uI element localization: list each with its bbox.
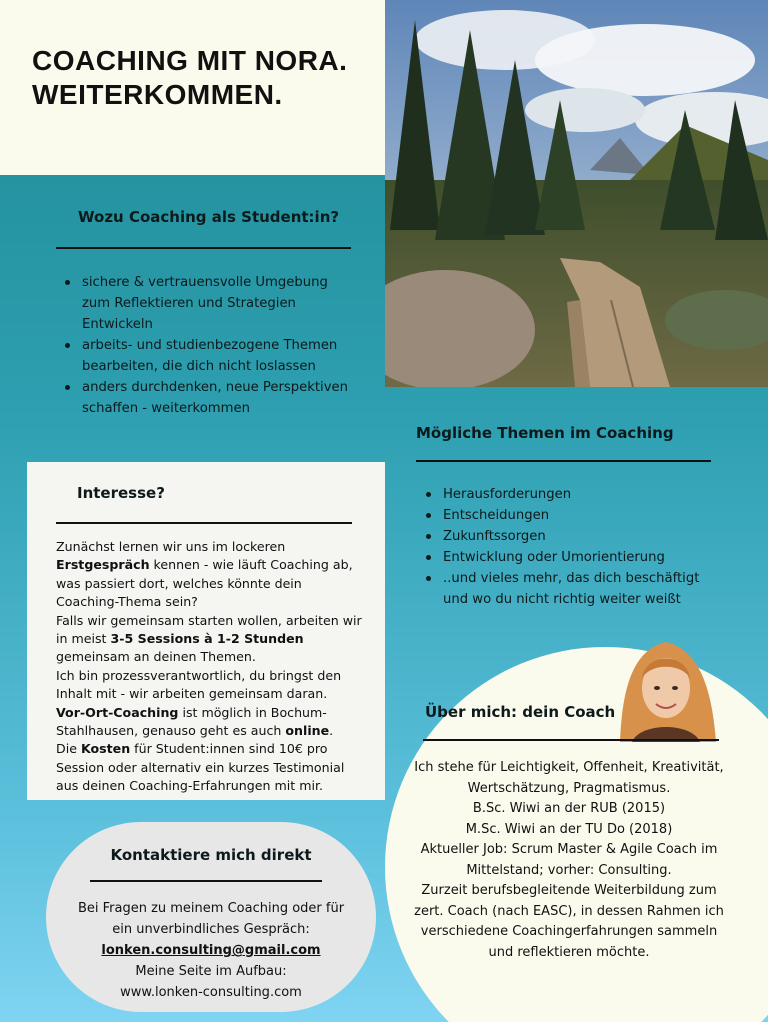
list-item: ..und vieles mehr, das dich beschäftigt und wo du nicht richtig weiter weißt	[417, 568, 717, 610]
contact-text: Bei Fragen zu meinem Coaching oder für ein unverbindliches Gespräch: lonken.consulting@gmail.com Meine Seite im Aufbau: www.lonken-consulting.com	[46, 898, 376, 1003]
title-box	[0, 0, 385, 175]
page-title	[32, 44, 372, 112]
interest-box	[27, 462, 385, 800]
list-item: Herausforderungen	[417, 484, 717, 505]
avatar	[612, 630, 720, 742]
email-link[interactable]: lonken.consulting@gmail.com	[101, 943, 321, 958]
about-text: Ich stehe für Leichtigkeit, Offenheit, Kreativität, Wertschätzung, Pragmatismus. B.Sc. Wiwi an der RUB (2015) M.Sc. Wiwi an der TU Do (2018) Aktueller Job: Scrum Master & Agile Coach im Mittelstand; vorher: Consulting. Zurzeit berufsbegleitende Weiterbildung zum zert. Coach (nach EASC), in dessen Rahmen ich verschiedene Coachingerfahrungen sammeln und reflektieren möchte.	[414, 760, 724, 960]
topics-heading: Mögliche Themen im Coaching	[416, 424, 674, 442]
interest-heading: Interesse?	[77, 484, 165, 502]
list-item: arbeits- und studienbezogene Themen bearbeiten, die dich nicht loslassen	[56, 335, 356, 377]
topics-divider	[416, 460, 711, 462]
topics-list	[417, 484, 717, 610]
about-heading: Über mich: dein Coach	[425, 703, 616, 721]
contact-box	[46, 822, 376, 1012]
list-item: sichere & vertrauensvolle Umgebung zum Reflektieren und Strategien Entwickeln	[56, 272, 356, 335]
interest-text: Zunächst lernen wir uns im lockeren Erstgespräch kennen - wie läuft Coaching ab, was passiert dort, welches könnte dein Coaching-Thema sein? Falls wir gemeinsam starten wollen, arbeiten wir in meist 3-5 Sessions à 1-2 Stunden gemeinsam an deinen Themen. Ich bin prozessverantwortlich, du bringst den Inhalt mit - wir arbeiten gemeinsam daran. Vor-Ort-Coaching ist möglich in Bochum-Stahlhausen, genauso geht es auch online. Die Kosten für Student:innen sind 10€ pro Session oder alternativ ein kurzes Testimonial aus deinen Coaching-Erfahrungen mit mir.	[56, 539, 362, 794]
landscape-photo	[385, 0, 768, 387]
why-divider	[56, 247, 351, 249]
why-heading: Wozu Coaching als Student:in?	[78, 208, 340, 226]
about-divider	[423, 739, 719, 741]
contact-heading: Kontaktiere mich direkt	[110, 846, 312, 864]
title-line-2: WEITERKOMMEN.	[32, 79, 283, 110]
website-link[interactable]: www.lonken-consulting.com	[120, 985, 302, 1000]
list-item: Zukunftssorgen	[417, 526, 717, 547]
interest-divider	[56, 522, 352, 524]
why-list	[56, 272, 356, 419]
list-item: Entscheidungen	[417, 505, 717, 526]
contact-divider	[90, 880, 322, 882]
list-item: Entwicklung oder Umorientierung	[417, 547, 717, 568]
list-item: anders durchdenken, neue Perspektiven schaffen - weiterkommen	[56, 377, 356, 419]
title-line-1: COACHING MIT NORA.	[32, 45, 348, 76]
